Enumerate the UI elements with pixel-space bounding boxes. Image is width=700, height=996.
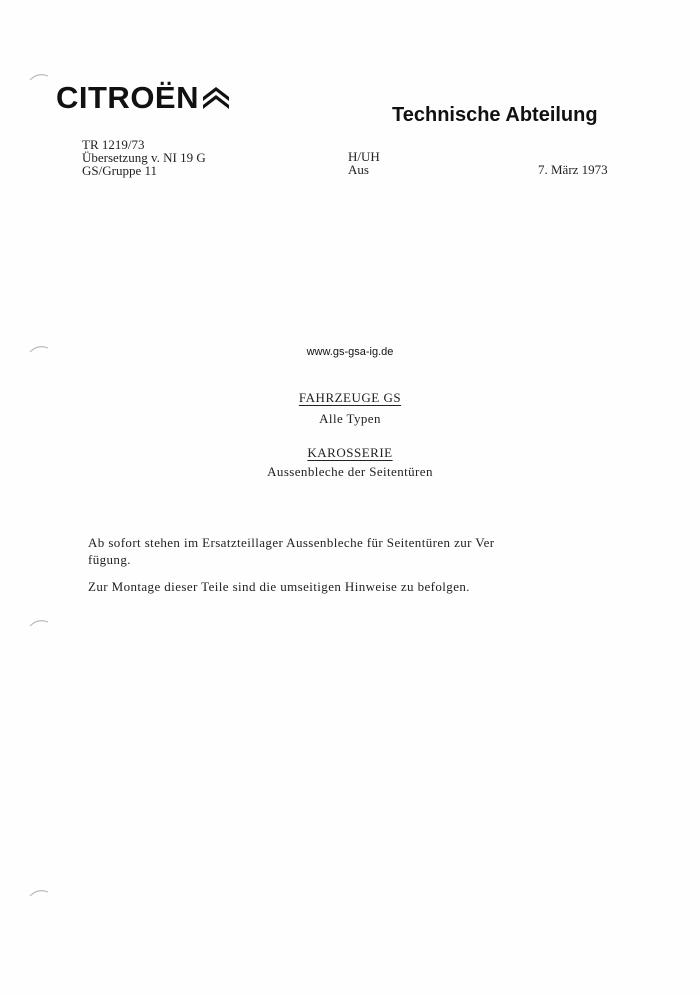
vehicle-types: Alle Typen [319,411,381,426]
issue-type: Aus [348,162,369,177]
vehicle-heading-text: FAHRZEUGE GS [298,390,402,405]
punch-hole-mark [28,618,50,628]
body-line: Zur Montage dieser Teile sind die umseitigen Hinweise zu befolgen. [88,579,470,594]
department-title: Technische Abteilung [392,104,598,126]
reference-number: TR 1219/73 [82,137,145,152]
punch-hole-mark [28,72,50,82]
body-paragraph [88,534,648,568]
vehicle-heading [0,390,700,405]
body-line: fügung. [88,552,131,567]
body-paragraph [88,578,648,595]
punch-hole-mark [28,888,50,898]
citroen-logo [56,80,231,114]
brand-name: CITROËN [56,79,199,115]
double-chevron-icon [201,83,231,114]
translation-reference: Übersetzung v. NI 19 G [82,150,206,165]
group-reference: GS/Gruppe 11 [82,163,157,178]
section-subtitle: Aussenbleche der Seitentüren [267,464,433,479]
website-watermark: www.gs-gsa-ig.de [306,346,394,358]
document-date: 7. März 1973 [538,162,608,177]
section-heading [0,445,700,460]
section-heading-text: KAROSSERIE [307,445,393,460]
author-block [348,150,380,176]
reference-block [82,138,206,177]
body-line: Ab sofort stehen im Ersatzteillager Aussenbleche für Seitentüren zur Ver [88,535,495,550]
author-initials: H/UH [348,149,380,164]
